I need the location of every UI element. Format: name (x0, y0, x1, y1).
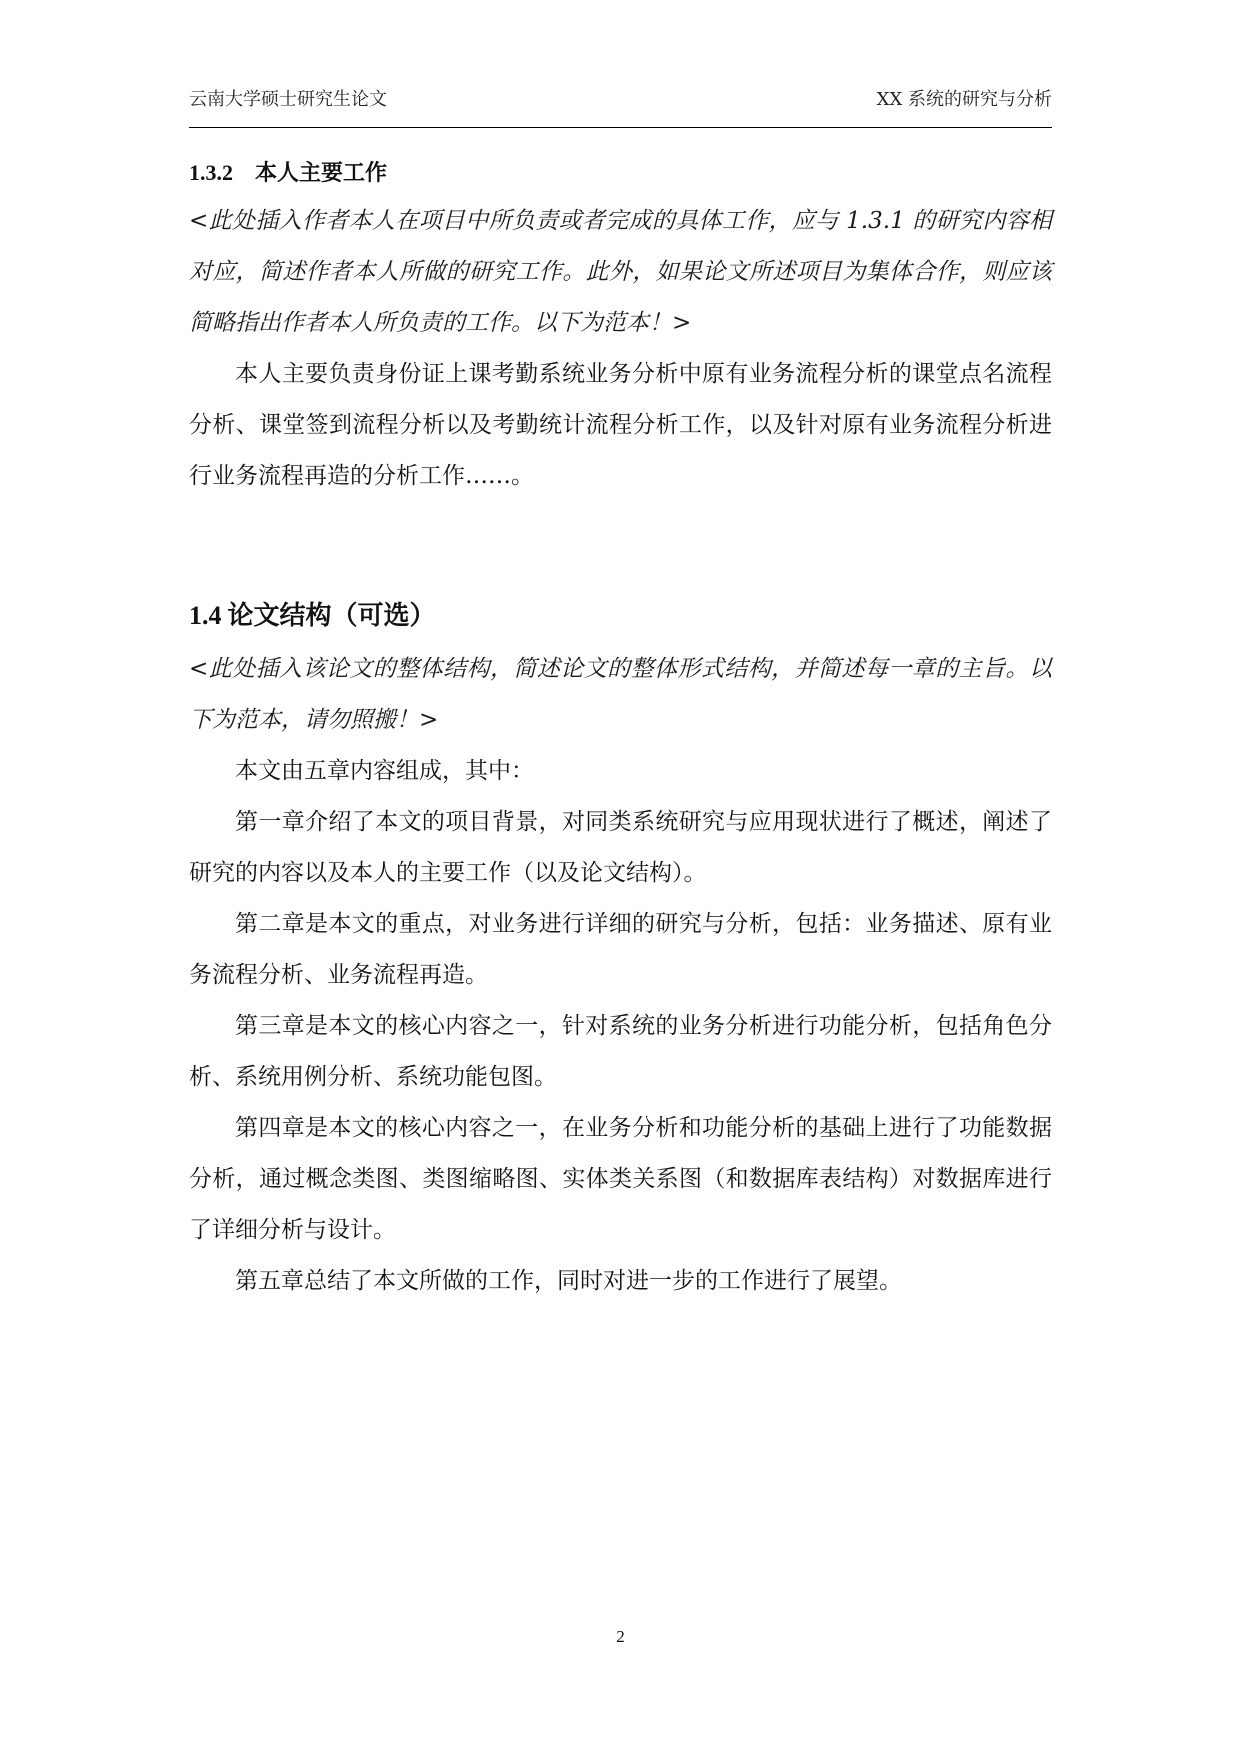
running-header-left: 云南大学硕士研究生论文 (189, 89, 387, 110)
running-header-right: XX 系统的研究与分析 (876, 89, 1052, 110)
body-paragraph: 本人主要负责身份证上课考勤系统业务分析中原有业务流程分析的课堂点名流程分析、课堂签到流程分析以及考勤统计流程分析工作，以及针对原有业务流程分析进行业务流程再造的分析工作……。 (189, 361, 1052, 489)
chapter-3-summary: 第三章是本文的核心内容之一，针对系统的业务分析进行功能分析，包括角色分析、系统用例分析、系统功能包图。 (189, 1013, 1052, 1090)
page-body (189, 150, 1052, 1307)
section-number: 1.3.2 (189, 160, 233, 185)
section-title: 论文结构（可选） (227, 601, 436, 631)
section-title: 本人主要工作 (255, 161, 388, 186)
section-number: 1.4 (189, 601, 222, 630)
section-heading-1-4 (189, 588, 1052, 644)
chapter-1-summary: 第一章介绍了本文的项目背景，对同类系统研究与应用现状进行了概述，阐述了研究的内容以及本人的主要工作（以及论文结构）。 (189, 809, 1052, 886)
section-spacing (189, 502, 1052, 588)
chapter-5-summary: 第五章总结了本文所做的工作，同时对进一步的工作进行了展望。 (235, 1268, 902, 1294)
chapter-4-summary: 第四章是本文的核心内容之一，在业务分析和功能分析的基础上进行了功能数据分析，通过概念类图、类图缩略图、实体类关系图（和数据库表结构）对数据库进行了详细分析与设计。 (189, 1115, 1052, 1243)
page-number: 2 (616, 1627, 625, 1646)
instruction-note-1-4: <此处插入该论文的整体结构，简述论文的整体形式结构，并简述每一章的主旨。以下为范本，请勿照搬！> (189, 656, 1052, 733)
instruction-note-1-3-2: <此处插入作者本人在项目中所负责或者完成的具体工作，应与 1.3.1 的研究内容相对应，简述作者本人所做的研究工作。此外，如果论文所述项目为集体合作，则应该简略指出作者本人所负责的工作。以下为范本！> (189, 208, 1052, 336)
body-paragraph: 本文由五章内容组成，其中： (235, 758, 534, 784)
chapter-2-summary: 第二章是本文的重点，对业务进行详细的研究与分析，包括：业务描述、原有业务流程分析、业务流程再造。 (189, 911, 1052, 988)
section-heading-1-3-2 (189, 150, 1052, 196)
header-divider (189, 127, 1052, 128)
